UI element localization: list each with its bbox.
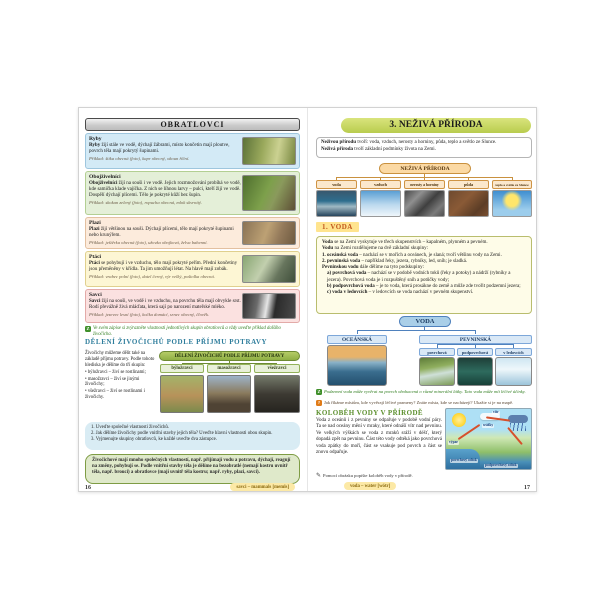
section-savci-text xyxy=(89,299,244,311)
badger-photo xyxy=(242,293,296,319)
section-plazi-text xyxy=(89,227,244,239)
glacier-photo xyxy=(495,357,532,386)
section-ptaci-example: Příklad: vrabec polní (foto), datel černý, výr velký, poštolka obecná. xyxy=(89,274,215,280)
notebook-tip xyxy=(85,326,300,337)
body-text: tvoří: voda, vzduch, nerosty a horniny, půda, teplo a světlo ze Slunce. xyxy=(356,140,497,145)
section-savci-heading: Savci xyxy=(89,292,102,298)
body-text: žijí většinou na souši. Dýchají plícemi, tělo mají pokryté šupinami nebo krunýřem. xyxy=(89,226,234,238)
right-page-title: 3. NEŽIVÁ PŘÍRODA xyxy=(341,118,531,133)
section-obojzivelnici xyxy=(85,171,300,215)
body-text: se na Zemi vyskytuje ve třech skupenstvích – kapalném, plynném a pevném. xyxy=(332,240,488,245)
section-savci-example: Příklad: jezevec lesní (foto), kočka domácí, srnec obecný, člověk. xyxy=(89,312,210,318)
frog-photo xyxy=(242,175,296,211)
ocean-sunset-photo xyxy=(327,345,387,386)
label-podpovrchova: podpovrchová xyxy=(457,348,493,356)
section-ptaci xyxy=(85,251,300,287)
connector xyxy=(357,330,476,331)
lead-word: Plazi xyxy=(89,226,100,232)
question-1: 1. Uveďte společné vlastnosti živočichů. xyxy=(91,425,169,430)
section-ryby-heading: Ryby xyxy=(89,136,102,142)
deer-photo xyxy=(160,375,204,413)
notebook-icon: Z xyxy=(317,389,321,394)
division-box-title: DĚLENÍ ŽIVOČICHŮ PODLE PŘÍJMU POTRAVY xyxy=(159,351,300,361)
connector xyxy=(357,330,358,334)
lead-word: 2. pevninská voda xyxy=(322,258,361,264)
section-plazi-example: Příklad: ještěrka obecná (foto), užovka obojková, želva bahenní. xyxy=(89,240,208,246)
body-text: žijí stále ve vodě, dýchají žábrami, místo končetin mají ploutve, povrch těla mají pokrytý šupinami. xyxy=(89,142,230,154)
minerals-photo xyxy=(404,190,445,217)
section-obojzivelnici-example: Příklad: skokan zelený (foto), ropucha obecná, mlok skvrnitý. xyxy=(89,200,203,206)
mineral-water-note xyxy=(316,389,532,395)
vocab-pill-left: savci – mammals [memls] xyxy=(230,483,295,491)
label-srazky: srážky xyxy=(483,423,494,427)
water-cycle-illustration xyxy=(445,408,532,470)
cycle-heading: KOLOBĚH VODY V PŘÍRODĚ xyxy=(316,409,424,417)
spa-question-text: Jak říkáme místům, kde vyvěrají léčivé prameny? Znáte místa, kde se nacházejí? Ukažte si je na mapě. xyxy=(324,400,514,405)
vocab-pill-right: voda – water [wótr] xyxy=(344,482,396,490)
sky-photo xyxy=(360,190,401,217)
division-intro xyxy=(85,351,156,401)
bullet-vsezravci: • všežravci – živí se rostlinami i živočichy. xyxy=(85,389,145,401)
bird-photo xyxy=(242,255,296,283)
body-text: dále dělíme na tyto podskupiny: xyxy=(358,265,424,271)
pencil-icon: ✎ xyxy=(316,473,322,479)
voda-text-box xyxy=(316,236,532,314)
lead-word: Neživou přírodu xyxy=(321,140,357,145)
section-ryby xyxy=(85,133,300,169)
section-obojzivelnici-text xyxy=(89,181,244,200)
division-heading: DĚLENÍ ŽIVOČICHŮ PODLE PŘÍJMU POTRAVY xyxy=(85,338,268,346)
body-text: žijí na souši i ve vodě. Jejich rozmnožování probíhá ve vodě, kde samička klade vajíčka. Z nich se líhnou larvy – pulci, kteří žijí ve vodě. Dospělí dýchají plícemi. Tělo je pokryté kůží bez šupin. xyxy=(89,180,241,199)
label-teplo-svetlo: teplo a světlo ze Slunce xyxy=(492,180,532,189)
section-plazi-heading: Plazi xyxy=(89,220,101,226)
body-text: žijí na souši, ve vodě i ve vzduchu, na povrchu těla mají obvykle srst. Rodí převážně živá mláďata, která sají po narození mateřské mléko. xyxy=(89,298,241,310)
book-spread xyxy=(78,107,537,492)
mineral-water-note-text: Podzemní voda může vyvěrat na povrch obohacená o různé minerální látky. Tato voda může mít léčivé účinky. xyxy=(324,389,526,394)
label-vypar: výpar xyxy=(449,440,458,444)
stream-photo xyxy=(419,357,455,386)
body-text: se pohybují i ve vzduchu, tělo mají pokryté peřím. Přední končetiny jsou přeměněny v křídla. Ta jim umožňují létat. Na hlavě mají zobák. xyxy=(89,260,238,272)
label-vitr: vítr xyxy=(493,410,499,414)
boar-photo xyxy=(254,375,300,413)
cycle-task xyxy=(316,473,532,479)
spa-question xyxy=(316,400,532,406)
summary-box: Živočichové mají mnoho společných vlastností, např. přijímají vodu a potravu, dýchají, reagují na změny, pohybují se. Podle vnitřní stavby těla je dělíme na bezobratlé (nemají kostru uvnitř těla, např. brouci) a obratlovce (mají uvnitř těla kostru; např. ryby, plazi, savci). xyxy=(85,454,300,484)
water-diagram-root: VODA xyxy=(399,316,451,327)
body-text: – například řeky, jezera, rybníky, led, sníh; je sladká. xyxy=(360,258,468,264)
rain-streaks xyxy=(510,423,526,431)
lead-word: b) podpovrchová voda xyxy=(327,284,375,290)
section-ptaci-text xyxy=(89,261,244,273)
notebook-icon: Z xyxy=(86,326,90,331)
cycle-task-text: Pomocí obrázku popište koloběh vody v přírodě. xyxy=(323,473,413,478)
section-plazi xyxy=(85,217,300,249)
intro-box xyxy=(316,137,532,158)
label-povrchovy-odtok: povrchový odtok xyxy=(451,458,477,462)
rain-cloud-icon xyxy=(508,415,528,423)
connector xyxy=(475,330,476,334)
label-podpovrchovy-odtok: podpovrchový odtok xyxy=(485,463,517,467)
body-text: – je to voda, která prosákne do země a může zde tvořit podzemní jezera; xyxy=(374,284,521,290)
left-page-title: OBRATLOVCI xyxy=(85,118,300,131)
voda-section-heading: 1. VODA xyxy=(316,222,359,232)
eagle-photo xyxy=(207,375,251,413)
lead-word: Ryby xyxy=(89,142,101,148)
lead-word: Obojživelníci xyxy=(89,180,118,186)
lizard-photo xyxy=(242,221,296,245)
lead-word: Savci xyxy=(89,298,101,304)
body-text: – v ledovcích se voda nachází v pevném skupenství. xyxy=(367,290,474,296)
voda-line-6 xyxy=(322,271,526,284)
pike-photo xyxy=(242,137,296,165)
right-page-number: 17 xyxy=(524,485,530,491)
bullet-masozravci: • masožravci – živí se jinými živočichy; xyxy=(85,376,140,388)
question-2: 2. Jak dělíme živočichy podle vnitřní stavby jejich těla? Uveďte hlavní vlastnosti obou skupin. xyxy=(91,431,273,437)
voda-line-8 xyxy=(322,290,526,296)
label-puda: půda xyxy=(448,180,489,189)
label-v-ledovcich: v ledovcích xyxy=(495,348,532,356)
label-masozravci: masožravci xyxy=(207,364,251,373)
lead-word: c) voda v ledovcích xyxy=(327,290,368,296)
label-nerosty: nerosty a horniny xyxy=(404,180,445,189)
groundwater-photo xyxy=(457,357,493,386)
discussion-icon: ? xyxy=(317,400,321,405)
cycle-text: Voda z oceánů i z pevniny se odpařuje v podobě vodní páry. Ta se nad oceány mění v mraky, které odnáší vítr nad pevninu. Ve velkých výškách se voda z mraků sráží v déšť, který dopadá zpět na pevninu. Část této vody odtéká jako povrchová voda zpátky do moří, část se vsakuje pod povrch a část se znovu odpařuje. xyxy=(316,418,442,455)
section-savci xyxy=(85,289,300,323)
section-ptaci-heading: Ptáci xyxy=(89,254,102,260)
notebook-tip-text: Ve svém zápise si zvýrazněte vlastnosti jednotlivých skupin obratlovců a vždy uveďte příklad dalšího živočicha. xyxy=(93,326,281,337)
lead-word: Pevninskou vodu xyxy=(322,265,359,271)
label-vsezravci: všežravci xyxy=(254,364,300,373)
label-oceanska: OCEÁNSKÁ xyxy=(327,335,387,344)
section-ryby-example: Příklad: štika obecná (foto), kapr obecný, okoun říční. xyxy=(89,156,190,162)
question-3: 3. Vyjmenujte skupiny obratlovců, ke každé uveďte dva zástupce. xyxy=(91,437,217,443)
water-photo xyxy=(316,190,357,217)
nature-diagram-title: NEŽIVÁ PŘÍRODA xyxy=(379,163,471,174)
lead-word: a) povrchová voda xyxy=(327,271,367,277)
label-povrchova: povrchová xyxy=(419,348,455,356)
label-vzduch: vzduch xyxy=(360,180,401,189)
lead-word: Vodu xyxy=(322,246,334,252)
lead-word: Neživá příroda xyxy=(321,146,353,152)
page-gutter xyxy=(307,108,308,491)
label-pevninska: PEVNINSKÁ xyxy=(419,335,532,344)
lead-word: Voda xyxy=(322,240,333,245)
lead-word: Ptáci xyxy=(89,260,100,266)
sun-photo xyxy=(492,190,532,217)
label-bylozravci: býložravci xyxy=(160,364,204,373)
body-text: na Zemi rozdělujeme na dvě základní skupiny: xyxy=(333,246,429,252)
left-page-number: 16 xyxy=(85,485,91,491)
sun-icon xyxy=(452,413,466,427)
section-obojzivelnici-heading: Obojživelníci xyxy=(89,174,121,180)
bullet-bylozravci: • býložravci – živí se rostlinami; xyxy=(85,369,146,375)
division-intro-text: Živočichy můžeme dělit také na základě příjmu potravy. Podle tohoto hlediska je dělíme do tří skupin: xyxy=(85,351,155,368)
soil-photo xyxy=(448,190,489,217)
section-ryby-text xyxy=(89,143,244,155)
body-text: – nachází se v mořích a oceánech, je slaná; tvoří většinu vody na Zemi. xyxy=(357,252,502,258)
body-text: tvoří základní podmínky života na Zemi. xyxy=(353,146,436,152)
lead-word: 1. oceánská voda xyxy=(322,252,358,258)
intro-line-1 xyxy=(321,140,527,147)
label-voda: voda xyxy=(316,180,357,189)
questions-box xyxy=(85,422,300,450)
body-text: – nachází se v podobě vodních toků (řeky a potoky) a nádrží (rybníky a jezera). Povrchová voda je i rozpuštěný sníh a potůčky vody; xyxy=(327,271,511,283)
intro-line-2 xyxy=(321,147,527,154)
